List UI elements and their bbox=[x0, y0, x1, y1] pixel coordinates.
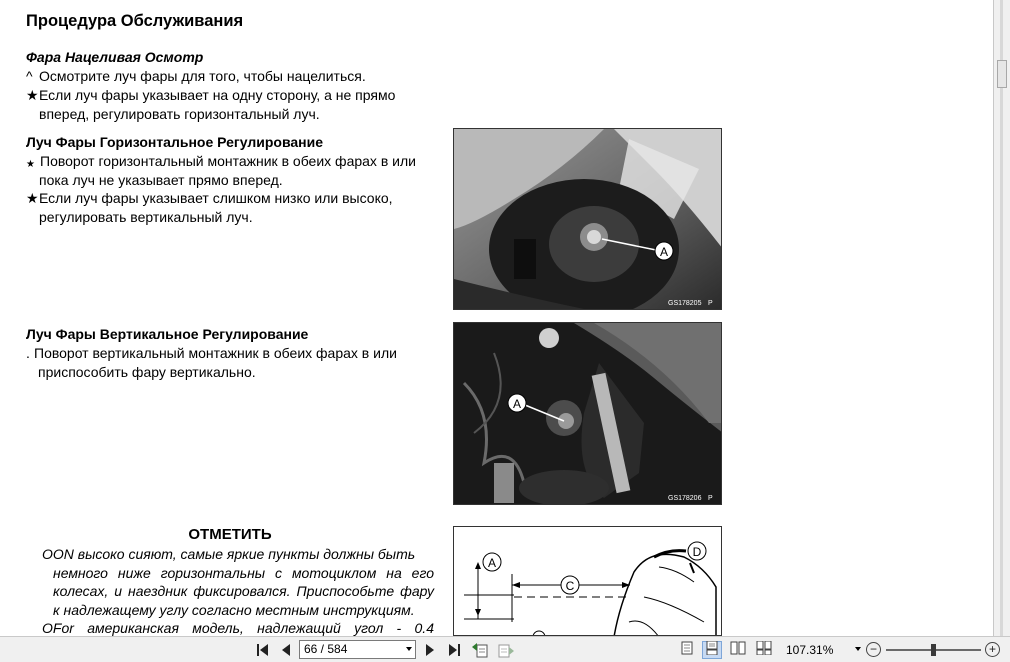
diagram-label-d: D bbox=[692, 545, 702, 559]
vertical-scrollbar[interactable] bbox=[993, 0, 1010, 636]
chevron-down-icon bbox=[406, 647, 412, 651]
zoom-dropdown-icon[interactable] bbox=[855, 647, 861, 651]
note-line: OON высоко сияют, самые яркие пункты должны быть bbox=[42, 546, 416, 562]
continuous-facing-view-button[interactable] bbox=[754, 641, 774, 659]
section-heading-aiming-inspection: Фара Нацеливая Осмотр bbox=[26, 49, 204, 65]
next-page-icon bbox=[424, 643, 436, 657]
zoom-slider-thumb[interactable] bbox=[931, 644, 936, 656]
zoom-in-icon: + bbox=[988, 642, 996, 656]
star-mark: ★ bbox=[26, 190, 39, 206]
facing-view-button[interactable] bbox=[728, 641, 748, 659]
text-line: приспособить фару вертикально. bbox=[38, 364, 256, 380]
continuous-view-icon bbox=[706, 641, 718, 660]
star-mark: ★ bbox=[26, 159, 35, 170]
text-line: ★Если луч фары указывает слишком низко или высоко, bbox=[26, 190, 393, 206]
figure-vertical-adjuster-photo bbox=[453, 322, 722, 505]
last-page-icon bbox=[446, 643, 462, 657]
text-line: . Поворот вертикальный монтажник в обеих фарах в или bbox=[26, 345, 397, 361]
text-line: ★Если луч фары указывает на одну сторону, а не прямо bbox=[26, 87, 396, 103]
last-page-button[interactable] bbox=[445, 641, 463, 659]
note-line: немного ниже горизонтальны с мотоциклом на его bbox=[53, 565, 434, 581]
facing-view-icon bbox=[730, 641, 746, 660]
text-line: ★ Поворот горизонтальный монтажник в обеих фарах в или bbox=[26, 153, 416, 170]
figure-callout-label: A bbox=[512, 397, 522, 411]
figure-suffix: P bbox=[708, 300, 713, 307]
go-back-button[interactable] bbox=[471, 641, 489, 659]
bullet-mark: . bbox=[26, 345, 30, 361]
page-title: Процедура Обслуживания bbox=[26, 12, 244, 30]
text-line: регулировать вертикальный луч. bbox=[39, 209, 253, 225]
next-page-button[interactable] bbox=[421, 641, 439, 659]
note-line: OFor американская модель, надлежащий угол - 0.4 bbox=[42, 620, 434, 636]
go-forward-icon bbox=[497, 642, 515, 658]
single-page-view-icon bbox=[681, 641, 693, 660]
figure-code: GS178206 bbox=[668, 495, 702, 502]
figure-aim-diagram bbox=[453, 526, 722, 636]
note-line: к надлежащему углу согласно местным инструкциям. bbox=[53, 602, 415, 618]
zoom-in-button[interactable] bbox=[985, 642, 1000, 657]
section-heading-vertical-adjustment: Луч Фары Вертикальное Регулирование bbox=[26, 326, 309, 342]
text-line: вперед, регулировать горизонтальный луч. bbox=[39, 106, 320, 122]
single-page-view-button[interactable] bbox=[677, 641, 697, 659]
zoom-out-button[interactable] bbox=[866, 642, 881, 657]
status-bar bbox=[0, 636, 1010, 662]
prev-page-button[interactable] bbox=[277, 641, 295, 659]
go-forward-button[interactable] bbox=[497, 641, 515, 659]
page-number-select[interactable] bbox=[299, 640, 416, 659]
diagram-label-c: C bbox=[565, 579, 575, 593]
bullet-mark: ^ bbox=[26, 68, 33, 84]
diagram-label-a: A bbox=[487, 556, 497, 570]
text-line: ^ Осмотрите луч фары для того, чтобы нацелиться. bbox=[26, 68, 366, 84]
continuous-view-button[interactable] bbox=[702, 641, 722, 659]
prev-page-icon bbox=[280, 643, 292, 657]
note-title: ОТМЕТИТЬ bbox=[188, 526, 272, 543]
go-back-icon bbox=[471, 642, 489, 658]
figure-horizontal-adjuster-photo bbox=[453, 128, 722, 310]
star-mark: ★ bbox=[26, 87, 39, 103]
first-page-button[interactable] bbox=[254, 641, 272, 659]
figure-code: GS178205 bbox=[668, 300, 702, 307]
page-indicator: 66 / 584 bbox=[304, 642, 348, 656]
zoom-out-icon: − bbox=[869, 642, 877, 656]
text-line: пока луч не указывает прямо вперед. bbox=[39, 172, 283, 188]
figure-callout-label: A bbox=[659, 245, 669, 259]
zoom-level[interactable]: 107.31% bbox=[786, 643, 834, 657]
continuous-facing-view-icon bbox=[756, 641, 772, 660]
note-line: колесах, и наездник фиксировался. Приспособьте фару bbox=[53, 583, 434, 599]
scroll-track[interactable] bbox=[1000, 0, 1003, 636]
section-heading-horizontal-adjustment: Луч Фары Горизонтальное Регулирование bbox=[26, 134, 324, 150]
first-page-icon bbox=[255, 643, 271, 657]
figure-suffix: P bbox=[708, 495, 713, 502]
scroll-thumb[interactable] bbox=[997, 60, 1007, 88]
